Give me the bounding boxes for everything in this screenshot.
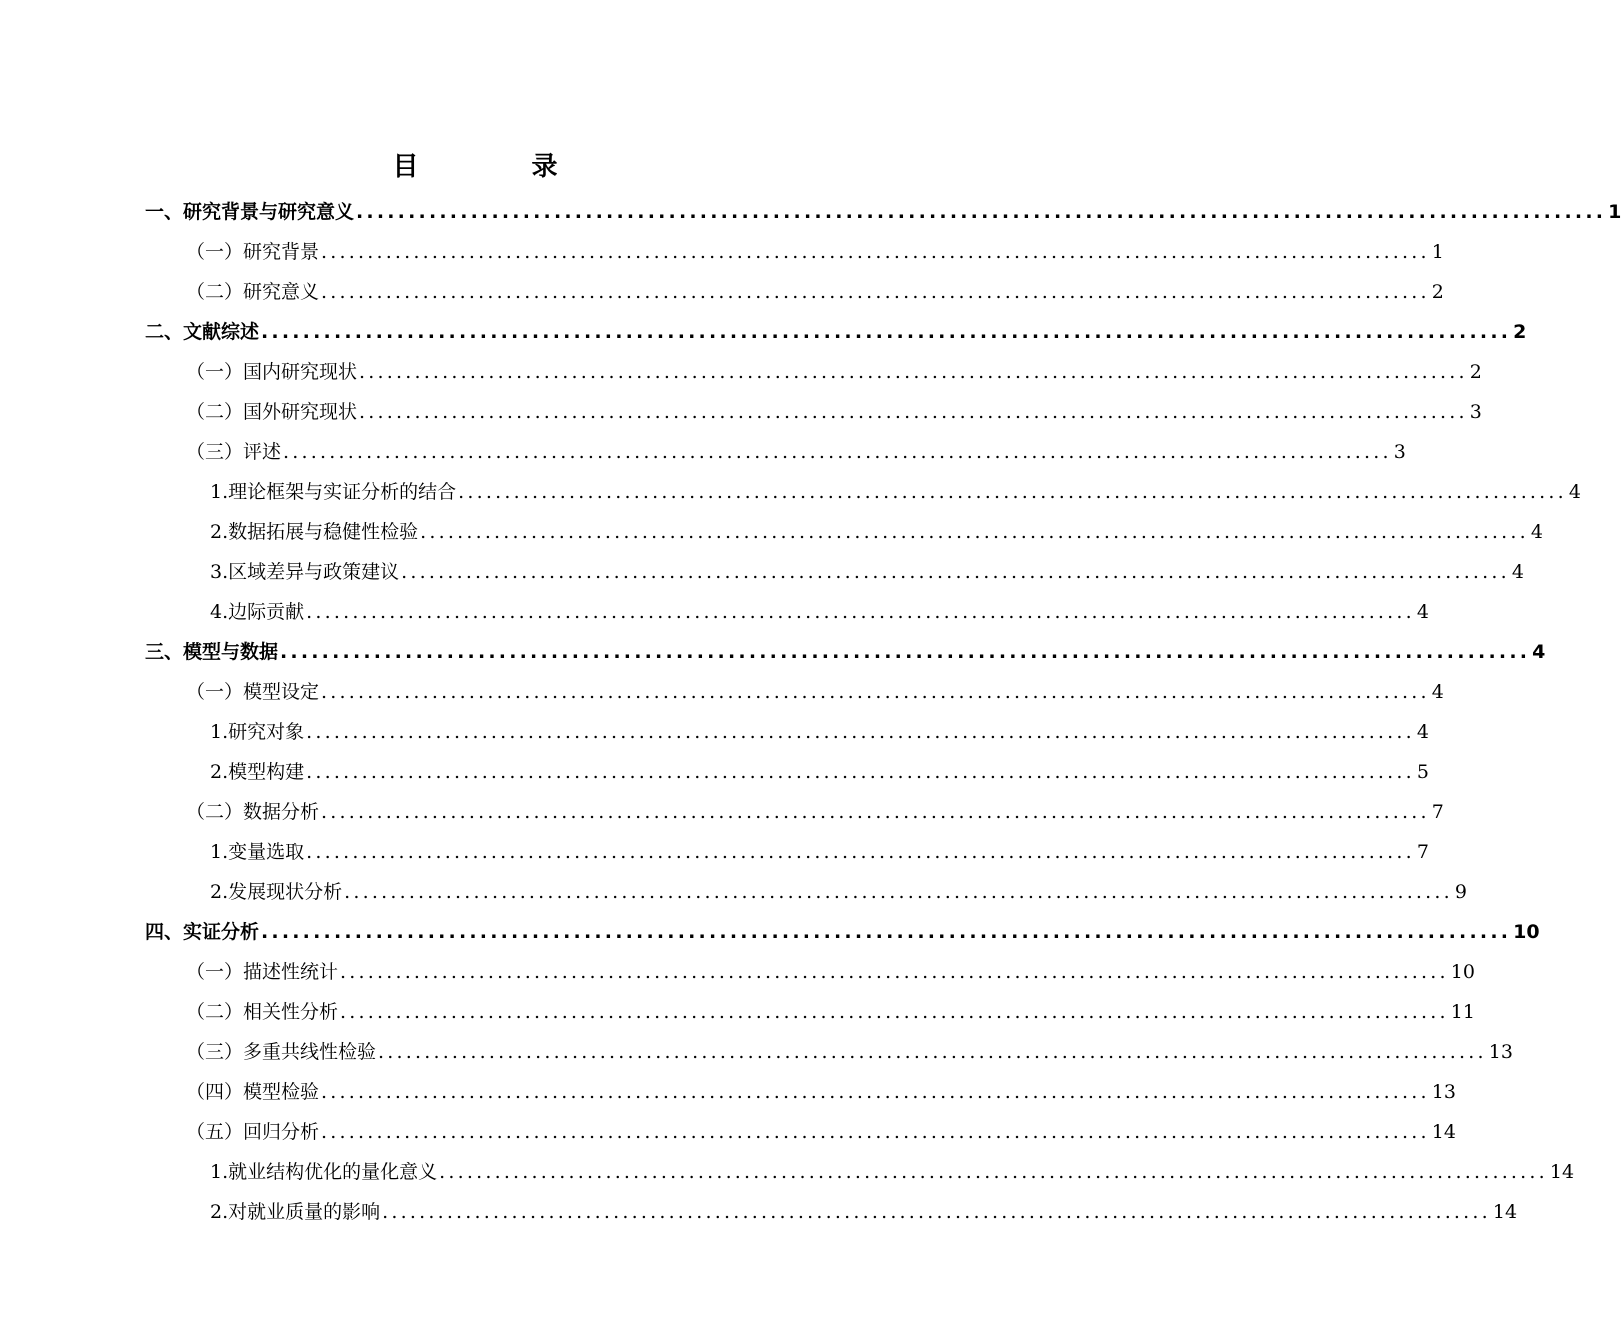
toc-entry-page: 10 xyxy=(1513,921,1540,943)
toc-entry-page: 14 xyxy=(1549,1161,1575,1183)
toc-entry[interactable] xyxy=(186,272,1444,312)
toc-entry[interactable] xyxy=(186,952,1475,992)
page-title: 目 录 xyxy=(392,152,610,182)
toc-entry-page: 3 xyxy=(1469,401,1482,423)
toc-entry[interactable] xyxy=(145,912,1540,952)
toc-entry-page: 5 xyxy=(1416,761,1429,783)
toc-entry[interactable] xyxy=(186,1112,1456,1152)
toc-entry-title: 2.发展现状分析 xyxy=(210,881,343,903)
toc-entry[interactable] xyxy=(210,512,1543,552)
toc-entry[interactable] xyxy=(145,312,1527,352)
toc-entry-page: 4 xyxy=(1416,601,1429,623)
toc-entry[interactable] xyxy=(210,1152,1575,1192)
toc-entry-title: （四）模型检验 xyxy=(186,1081,320,1103)
toc-entry-page: 4 xyxy=(1532,641,1546,663)
toc-entry-title: （三）评述 xyxy=(186,441,282,463)
toc-entry[interactable] xyxy=(210,872,1467,912)
toc-entry-page: 3 xyxy=(1393,441,1406,463)
toc-entry-title: （五）回归分析 xyxy=(186,1121,320,1143)
toc-dot-leader: ........................................................................................................................ xyxy=(306,841,1415,863)
toc-entry[interactable] xyxy=(210,712,1429,752)
toc-entry-title: 1.理论框架与实证分析的结合 xyxy=(210,481,457,503)
toc-dot-leader: ........................................................................................................................ xyxy=(458,481,1567,503)
toc-dot-leader: ........................................................................................................................ xyxy=(439,1161,1548,1183)
toc-entry[interactable] xyxy=(210,552,1524,592)
toc-entry-page: 4 xyxy=(1530,521,1543,543)
toc-entry-title: 1.研究对象 xyxy=(210,721,305,743)
toc-entry-title: （二）数据分析 xyxy=(186,801,320,823)
toc-entry[interactable] xyxy=(186,392,1482,432)
toc-dot-leader: ........................................................................................................................ xyxy=(401,561,1510,583)
toc-entry[interactable] xyxy=(210,1192,1518,1232)
toc-entry[interactable] xyxy=(145,632,1546,672)
toc-entry[interactable] xyxy=(186,1032,1513,1072)
toc-entry-page: 2 xyxy=(1431,281,1444,303)
toc-entry[interactable] xyxy=(186,352,1482,392)
toc-dot-leader: ........................................................................................................................ xyxy=(359,361,1468,383)
toc-entry-page: 14 xyxy=(1492,1201,1518,1223)
toc-dot-leader: ........................................................................................................................ xyxy=(321,1081,1430,1103)
toc-entry-page: 7 xyxy=(1416,841,1429,863)
toc-entry-title: （一）国内研究现状 xyxy=(186,361,358,383)
toc-entry-page: 7 xyxy=(1431,801,1444,823)
toc-dot-leader: ........................................................................................................................ xyxy=(306,721,1415,743)
toc-entry-title: 三、模型与数据 xyxy=(145,641,279,663)
toc-entry-title: 四、实证分析 xyxy=(145,921,260,943)
toc-entry[interactable] xyxy=(210,832,1429,872)
toc-dot-leader: ........................................................................................................................ xyxy=(340,1001,1449,1023)
toc-dot-leader: ........................................................................................................................ xyxy=(306,761,1415,783)
toc-entry[interactable] xyxy=(186,672,1444,712)
toc-entry-title: 2.模型构建 xyxy=(210,761,305,783)
toc-entry-page: 14 xyxy=(1431,1121,1456,1143)
toc-entry[interactable] xyxy=(186,792,1444,832)
toc-entry-page: 13 xyxy=(1488,1041,1513,1063)
toc-entry[interactable] xyxy=(186,1072,1456,1112)
toc-dot-leader: ........................................................................................................................ xyxy=(321,681,1430,703)
toc-entry-page: 1 xyxy=(1608,201,1621,223)
toc-entry-page: 4 xyxy=(1568,481,1581,503)
toc-entry-title: 4.边际贡献 xyxy=(210,601,305,623)
toc-entry-title: 1.就业结构优化的量化意义 xyxy=(210,1161,438,1183)
toc-dot-leader: ........................................................................................................................ xyxy=(261,321,1512,343)
toc-entry-page: 4 xyxy=(1511,561,1524,583)
toc-dot-leader: ........................................................................................................................ xyxy=(378,1041,1487,1063)
toc-dot-leader: ........................................................................................................................ xyxy=(321,241,1430,263)
toc-entry[interactable] xyxy=(210,752,1429,792)
toc-entry-title: （二）相关性分析 xyxy=(186,1001,339,1023)
toc-entry[interactable] xyxy=(186,432,1406,472)
toc-entry-page: 2 xyxy=(1513,321,1527,343)
toc-entry-title: 2.对就业质量的影响 xyxy=(210,1201,381,1223)
toc-entry-title: （一）模型设定 xyxy=(186,681,320,703)
toc-entry-title: （二）研究意义 xyxy=(186,281,320,303)
toc-entry-page: 1 xyxy=(1431,241,1444,263)
toc-dot-leader: ........................................................................................................................ xyxy=(382,1201,1491,1223)
toc-entry-title: （二）国外研究现状 xyxy=(186,401,358,423)
toc-entry[interactable] xyxy=(210,592,1429,632)
toc-entry-title: （一）描述性统计 xyxy=(186,961,339,983)
toc-dot-leader: ........................................................................................................................ xyxy=(321,281,1430,303)
toc-dot-leader: ........................................................................................................................ xyxy=(420,521,1529,543)
toc-entry[interactable] xyxy=(210,472,1581,512)
toc-entry-page: 9 xyxy=(1454,881,1467,903)
toc-dot-leader: ........................................................................................................................ xyxy=(280,641,1531,663)
toc-entry-page: 4 xyxy=(1416,721,1429,743)
toc-entry-title: 一、研究背景与研究意义 xyxy=(145,201,355,223)
toc-dot-leader: ........................................................................................................................ xyxy=(283,441,1392,463)
toc-dot-leader: ........................................................................................................................ xyxy=(359,401,1468,423)
toc-entry-title: 3.区域差异与政策建议 xyxy=(210,561,400,583)
toc-entry-title: （三）多重共线性检验 xyxy=(186,1041,377,1063)
toc-dot-leader: ........................................................................................................................ xyxy=(321,801,1430,823)
toc-entry[interactable] xyxy=(186,992,1475,1032)
toc-dot-leader: ........................................................................................................................ xyxy=(261,921,1512,943)
toc-dot-leader: ........................................................................................................................ xyxy=(340,961,1449,983)
toc-entry-page: 10 xyxy=(1450,961,1475,983)
toc-entry[interactable] xyxy=(186,232,1444,272)
toc-dot-leader: ........................................................................................................................ xyxy=(306,601,1415,623)
toc-entry-page: 4 xyxy=(1431,681,1444,703)
toc-dot-leader: ........................................................................................................................ xyxy=(356,201,1607,223)
toc-entry-title: （一）研究背景 xyxy=(186,241,320,263)
toc-entry-page: 13 xyxy=(1431,1081,1456,1103)
toc-entry-title: 2.数据拓展与稳健性检验 xyxy=(210,521,419,543)
toc-entry-page: 2 xyxy=(1469,361,1482,383)
toc-entry[interactable] xyxy=(145,192,1621,232)
toc-entry-page: 11 xyxy=(1450,1001,1475,1023)
toc-dot-leader: ........................................................................................................................ xyxy=(344,881,1453,903)
toc-dot-leader: ........................................................................................................................ xyxy=(321,1121,1430,1143)
toc-entry-title: 二、文献综述 xyxy=(145,321,260,343)
toc-entry-title: 1.变量选取 xyxy=(210,841,305,863)
